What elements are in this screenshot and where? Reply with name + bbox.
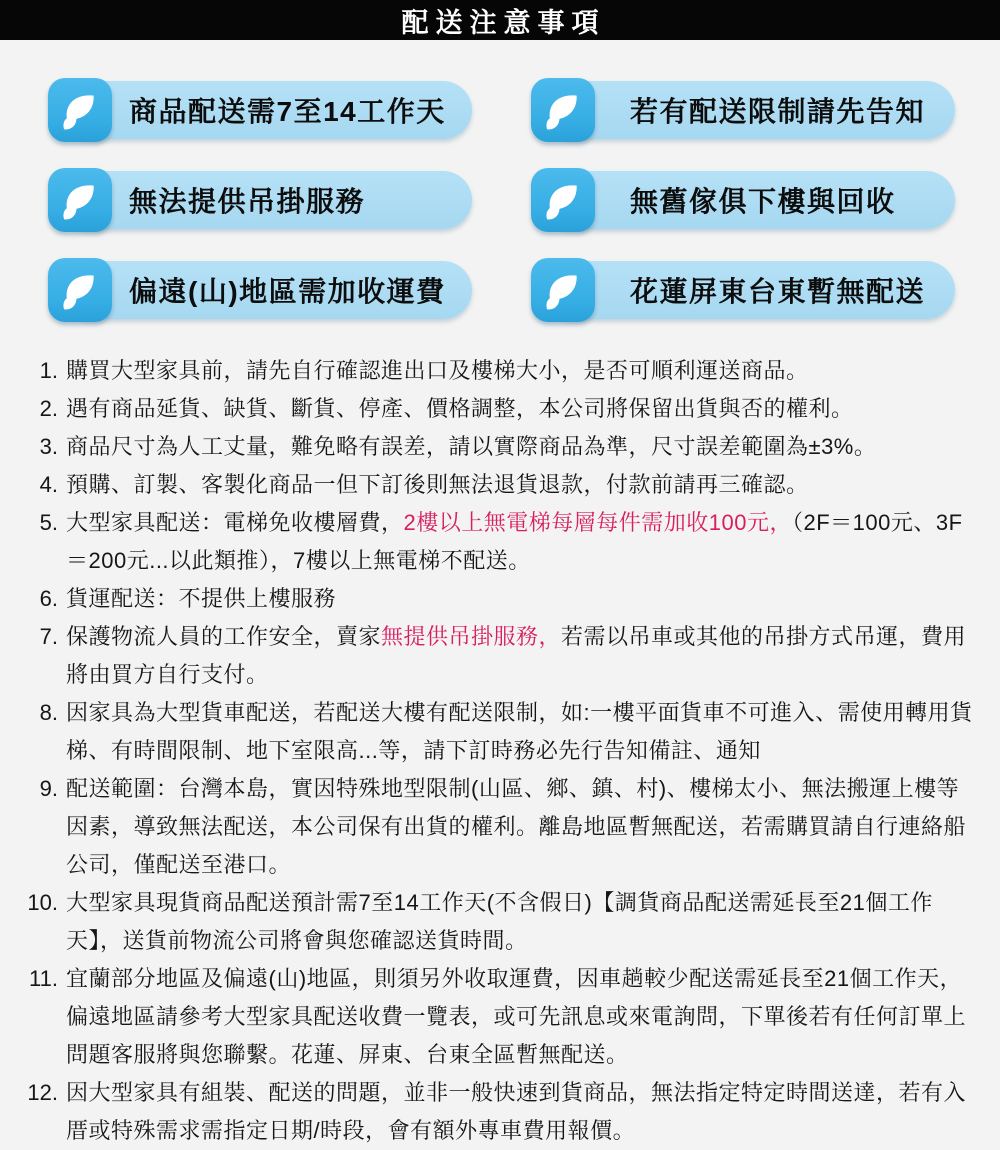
badge-label: 花蓮屏東台東暫無配送 — [630, 276, 926, 307]
page-header — [0, 0, 1000, 40]
badge-remote-fee — [48, 258, 472, 322]
leaf-icon — [48, 258, 112, 322]
notice-text: 商品尺寸為人工丈量，難免略有誤差，請以實際商品為準，尺寸誤差範圍為±3%。 — [66, 434, 877, 459]
notice-number: 3. — [39, 434, 58, 459]
notice-number: 5. — [39, 510, 58, 535]
notice-number: 9. — [39, 776, 58, 801]
badge-pill — [61, 81, 472, 139]
notice-text: 配送範圍：台灣本島，實因特殊地型限制(山區、鄉、鎮、村)、樓梯太小、無法搬運上樓等因素，導致無法配送，本公司保有出貨的權利。離島地區暫無配送，若需購買請自行連絡船公司，僅配送至港口。 — [66, 776, 967, 877]
notice-text: 大型家具現貨商品配送預計需7至14工作天(不含假日)【調貨商品配送需延長至21個工作天】，送貨前物流公司將會與您確認送貨時間。 — [66, 890, 933, 953]
notice-number: 7. — [39, 624, 58, 649]
badge-grid — [0, 40, 1000, 322]
badge-no-removal — [531, 168, 955, 232]
notice-item-10 — [16, 884, 976, 960]
notice-number: 10. — [27, 890, 58, 915]
notice-item-1 — [16, 352, 976, 390]
notice-text: 購買大型家具前，請先自行確認進出口及樓梯大小，是否可順利運送商品。 — [66, 358, 809, 383]
leaf-icon — [48, 168, 112, 232]
notice-item-5 — [16, 504, 976, 580]
leaf-icon — [531, 78, 595, 142]
badge-label: 無舊傢俱下樓與回收 — [630, 186, 896, 217]
notice-number: 2. — [39, 396, 58, 421]
notice-item-11 — [16, 960, 976, 1074]
notice-item-7 — [16, 618, 976, 694]
notice-item-6 — [16, 580, 976, 618]
badge-pill — [544, 171, 955, 229]
highlight-text: 無提供吊掛服務， — [381, 624, 562, 649]
badge-limit-notice — [531, 78, 955, 142]
notice-item-3 — [16, 428, 976, 466]
page-title: 配送注意事項 — [401, 7, 606, 38]
leaf-icon — [531, 168, 595, 232]
badge-pill — [61, 261, 472, 319]
notice-text: 因大型家具有組裝、配送的問題，並非一般快速到貨商品，無法指定特定時間送達，若有入厝或特殊需求需指定日期/時段，會有額外專車費用報價。 — [66, 1080, 967, 1143]
notice-text: 保護物流人員的工作安全，賣家無提供吊掛服務，若需以吊車或其他的吊掛方式吊運，費用將由買方自行支付。 — [66, 624, 967, 687]
notice-text: 貨運配送：不提供上樓服務 — [66, 586, 337, 611]
notice-text: 因家具為大型貨車配送，若配送大樓有配送限制，如:一樓平面貨車不可進入、需使用轉用貨梯、有時間限制、地下室限高...等，請下訂時務必先行告知備註、通知 — [66, 700, 973, 763]
badge-pill — [61, 171, 472, 229]
badge-pill — [544, 261, 955, 319]
notice-item-2 — [16, 390, 976, 428]
badge-label: 若有配送限制請先告知 — [630, 96, 926, 127]
notice-list — [0, 322, 1000, 1150]
notice-text: 遇有商品延貨、缺貨、斷貨、停產、價格調整，本公司將保留出貨與否的權利。 — [66, 396, 854, 421]
leaf-icon — [48, 78, 112, 142]
badge-no-east-delivery — [531, 258, 955, 322]
notice-text: 宜蘭部分地區及偏遠(山)地區，則須另外收取運費，因車趟較少配送需延長至21個工作天，偏遠地區請參考大型家具配送收費一覽表，或可先訊息或來電詢問，下單後若有任何訂單上問題客服將與您聯繫。花蓮、屏東、台東全區暫無配送。 — [66, 966, 967, 1067]
notice-item-8 — [16, 694, 976, 770]
badge-pill — [544, 81, 955, 139]
notice-item-12 — [16, 1074, 976, 1150]
highlight-text: 2樓以上無電梯每層每件需加收100元， — [403, 510, 792, 535]
notice-number: 4. — [39, 472, 58, 497]
notice-text: 大型家具配送：電梯免收樓層費，2樓以上無電梯每層每件需加收100元，（2F＝100元、3F＝200元...以此類推），7樓以上無電梯不配送。 — [66, 510, 963, 573]
badge-label: 商品配送需7至14工作天 — [129, 96, 446, 127]
notice-number: 1. — [39, 358, 58, 383]
notice-number: 6. — [39, 586, 58, 611]
notice-number: 11. — [29, 966, 58, 991]
notice-number: 8. — [39, 700, 58, 725]
badge-label: 偏遠(山)地區需加收運費 — [129, 276, 446, 307]
badge-delivery-days — [48, 78, 472, 142]
notice-item-9 — [16, 770, 976, 884]
notice-item-4 — [16, 466, 976, 504]
notice-number: 12. — [27, 1080, 58, 1105]
badge-label: 無法提供吊掛服務 — [129, 186, 366, 217]
leaf-icon — [531, 258, 595, 322]
badge-no-hoisting — [48, 168, 472, 232]
notice-text: 預購、訂製、客製化商品一但下訂後則無法退貨退款，付款前請再三確認。 — [66, 472, 809, 497]
